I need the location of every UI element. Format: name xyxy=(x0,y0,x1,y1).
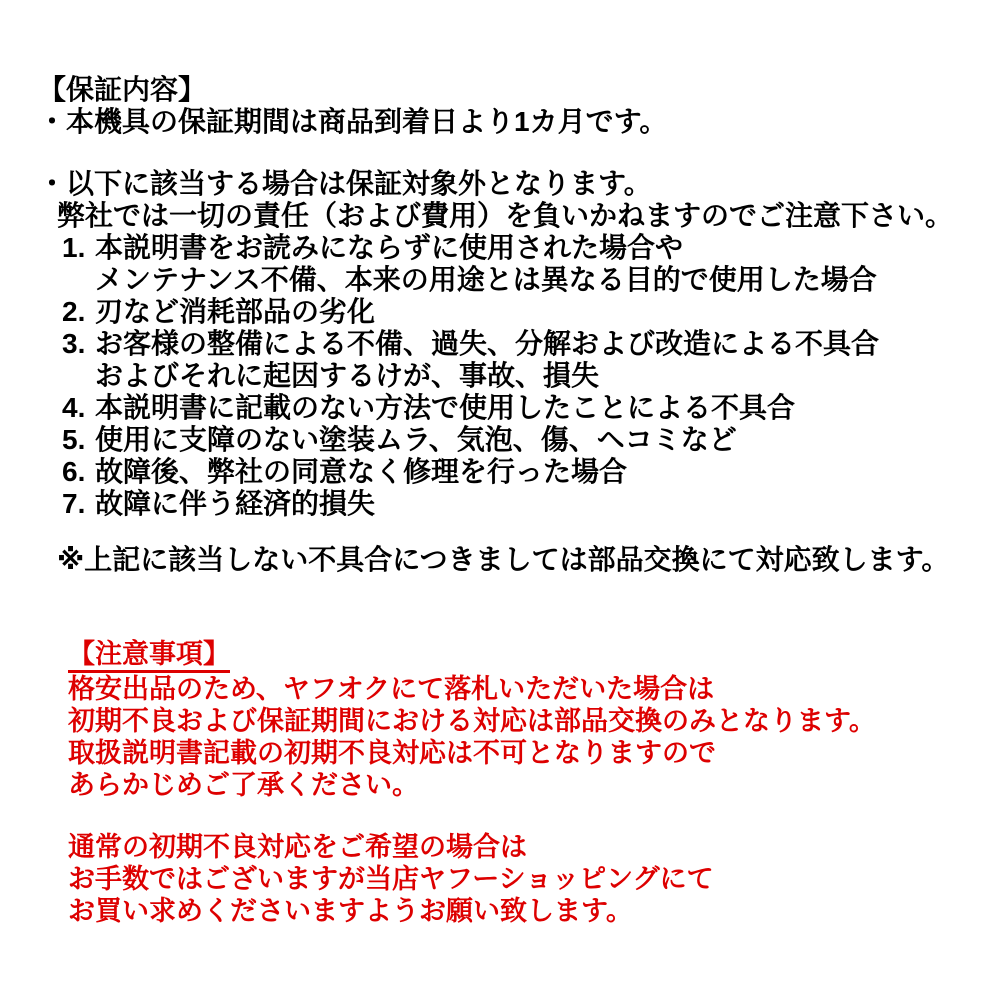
item-text: 使用に支障のない塗装ムラ、気泡、傷、ヘコミなど xyxy=(95,424,737,455)
caution-line: 初期不良および保証期間における対応は部品交換のみとなります。 xyxy=(68,706,876,736)
exclusion-intro-line2: 弊社では一切の責任（および費用）を負いかねますのでご注意下さい。 xyxy=(57,200,954,231)
item-number: 5. xyxy=(62,424,86,455)
item-text: 故障に伴う経済的損失 xyxy=(95,488,376,519)
item-number: 6. xyxy=(62,456,86,487)
exclusion-item xyxy=(0,328,1000,392)
item-number: 3. xyxy=(62,328,86,359)
caution-line: あらかじめご了承ください。 xyxy=(68,770,419,800)
exclusion-intro-line1: ・以下に該当する場合は保証対象外となります。 xyxy=(38,168,652,199)
exclusion-item xyxy=(0,392,1000,424)
section-caution xyxy=(0,638,1000,927)
item-text-continuation: メンテナンス不備、本来の用途とは異なる目的で使用した場合 xyxy=(95,264,877,295)
exclusion-item xyxy=(0,424,1000,456)
caution-line: お買い求めくださいますようお願い致します。 xyxy=(68,896,633,926)
caution-line: お手数ではございますが当店ヤフーショッピングにて xyxy=(68,864,714,894)
exclusion-item xyxy=(0,488,1000,520)
item-text: 刃など消耗部品の劣化 xyxy=(95,296,376,327)
exclusion-item xyxy=(0,296,1000,328)
item-number: 7. xyxy=(62,488,86,519)
section-warranty xyxy=(0,74,1000,576)
item-number: 4. xyxy=(62,392,86,423)
warranty-title: 【保証内容】 xyxy=(38,74,207,105)
caution-paragraph-1 xyxy=(0,673,1000,801)
caution-line: 格安出品のため、ヤフオクにて落札いただいた場合は xyxy=(68,674,715,704)
caution-line: 取扱説明書記載の初期不良対応は不可となりますので xyxy=(68,738,716,768)
item-number: 2. xyxy=(62,296,86,327)
warranty-period-line: ・本機具の保証期間は商品到着日より1カ月です。 xyxy=(38,106,668,137)
item-text: 本説明書をお読みにならずに使用された場合や xyxy=(95,232,684,263)
exclusion-item xyxy=(0,232,1000,296)
exclusion-item xyxy=(0,456,1000,488)
item-text-continuation: およびそれに起因するけが、事故、損失 xyxy=(95,360,600,391)
item-text: 故障後、弊社の同意なく修理を行った場合 xyxy=(95,456,628,487)
exclusion-list xyxy=(0,232,1000,520)
caution-paragraph-2 xyxy=(0,831,1000,927)
caution-title xyxy=(68,638,1000,673)
item-number: 1. xyxy=(62,232,86,263)
caution-line: 通常の初期不良対応をご希望の場合は xyxy=(68,832,527,862)
caution-title-text: 【注意事項】 xyxy=(68,638,230,673)
warranty-note: ※上記に該当しない不具合につきましては部品交換にて対応致します。 xyxy=(57,544,950,575)
item-text: 本説明書に記載のない方法で使用したことによる不具合 xyxy=(95,392,796,423)
item-text: お客様の整備による不備、過失、分解および改造による不具合 xyxy=(95,328,880,359)
